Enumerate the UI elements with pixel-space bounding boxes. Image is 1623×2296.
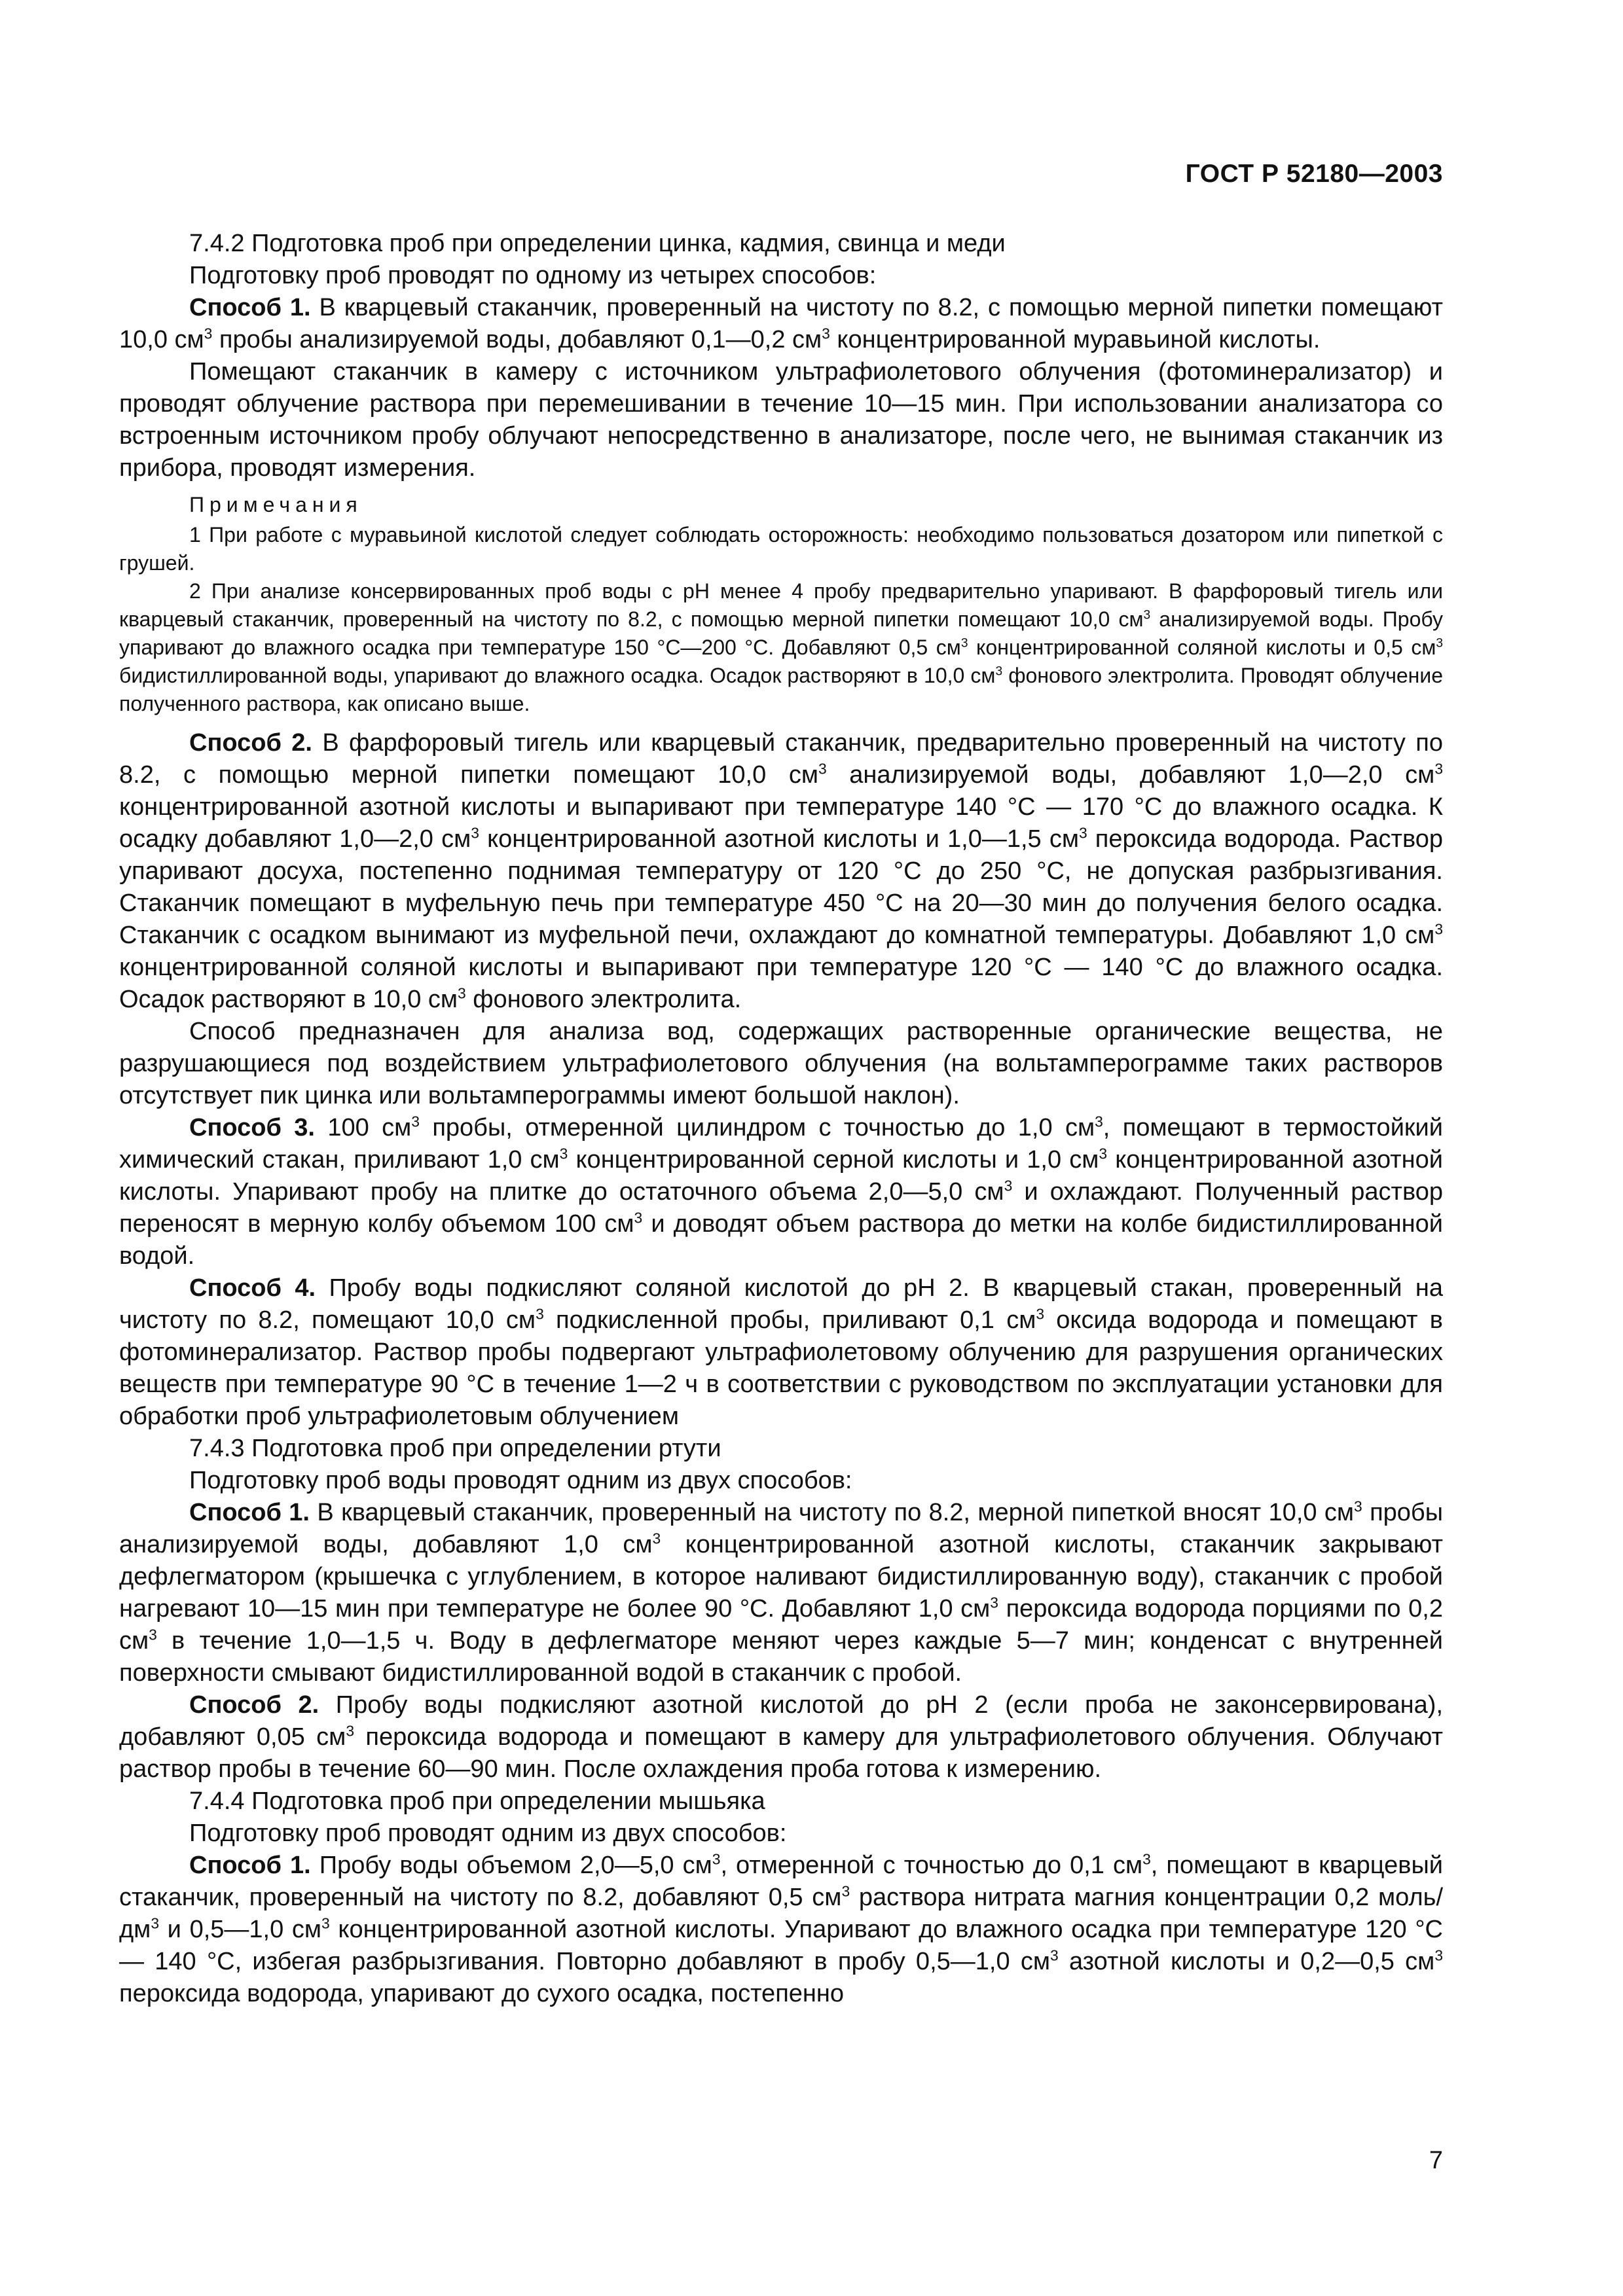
paragraph: Способ 4. Пробу воды подкисляют соляной кислотой до pH 2. В кварцевый стакан, проверенный на чистоту по 8.2, помещают 10,0 $см^3$ подкисленной пробы, приливают 0,1 $см^3$ оксида водорода и помещают в фотоминерализатор. Раствор пробы подвергают ультрафиолетовому облучению для разрушения органических веществ при температуре 90 °С в течение 1—2 ч в соответствии с руководством по эксплуатации установки для обработки проб ультрафиолетовым облучением: [119, 1274, 1443, 1430]
paragraph: Способ 3. 100 $см^3$ пробы, отмеренной цилиндром с точностью до 1,0 $см^3$, помещают в термостойкий химический стакан, приливают 1,0 $см^3$ концентрированной серной кислоты и 1,0 $см^3$ концентрированной азотной кислоты. Упаривают пробу на плитке до остаточного объема 2,0—5,0 $см^3$ и охлаждают. Полученный раствор переносят в мерную колбу объемом 100 $см^3$ и доводят объем раствора до метки на колбе бидистиллированной водой.: [119, 1113, 1444, 1270]
paragraph: Способ 1. В кварцевый стаканчик, проверенный на чистоту по 8.2, с помощью мерной пипетки помещают 10,0 $см^3$ пробы анализируемой воды, добавляют 0,1—0,2 $см^3$ концентрированной муравьиной кислоты.: [119, 294, 1444, 353]
section-heading: 7.4.3 Подготовка проб при определении ртути: [189, 1435, 721, 1462]
paragraph: Способ предназначен для анализа вод, содержащих растворенные органические вещества, не разрушающиеся под воздействием ультрафиолетового облучения (на вольтамперограмме таких растворов отсутствует пик цинка или вольтамперограммы имеют большой наклон).: [119, 1018, 1443, 1109]
paragraph: Подготовку проб воды проводят одним из двух способов:: [189, 1467, 852, 1494]
notes-title: Примечания: [189, 493, 363, 516]
notes-block: [119, 491, 1443, 718]
paragraph: Способ 1. Пробу воды объемом 2,0—5,0 $см^3$, отмеренной с точностью до 0,1 $см^3$, помещают в кварцевый стаканчик, проверенный на чистоту по 8.2, добавляют 0,5 $см^3$ раствора нитрата магния концентрации 0,2 моль/$дм^3$ и 0,5—1,0 $см^3$ концентрированной азотной кислоты. Упаривают до влажного осадка при температуре 120 °С— 140 °С, избегая разбрызгивания. Повторно добавляют в пробу 0,5—1,0 $см^3$ азотной кислоты и 0,2—0,5 $см^3$ пероксида водорода, упаривают до сухого осадка, постепенно: [119, 1850, 1444, 2007]
note-item: 2 При анализе консервированных проб воды с pH менее 4 пробу предварительно упаривают. В фарфоровый тигель или кварцевый стаканчик, проверенный на чистоту по 8.2, с помощью мерной пипетки помещают 10,0 $см^3$ анализируемой воды. Пробу упаривают до влажного осадка при температуре 150 °С—200 °С. Добавляют 0,5 $см^3$ концентрированной соляной кислоты и 0,5 $см^3$ бидистиллированной воды, упаривают до влажного осадка. Осадок растворяют в 10,0 $см^3$ фонового электролита. Проводят облучение полученного раствора, как описано выше.: [119, 579, 1444, 715]
page-number: 7: [1429, 2147, 1443, 2174]
paragraph: Способ 1. В кварцевый стаканчик, проверенный на чистоту по 8.2, мерной пипеткой вносят 10,0 $см^3$ пробы анализируемой воды, добавляют 1,0 $см^3$ концентрированной азотной кислоты, стаканчик закрывают дефлегматором (крышечка с углублением, в которое наливают бидистиллированную воду), стаканчик с пробой нагревают 10—15 мин при температуре не более 90 °С. Добавляют 1,0 $см^3$ пероксида водорода порциями по 0,2 $см^3$ в течение 1,0—1,5 ч. Воду в дефлегматоре меняют через каждые 5—7 мин; конденсат с внутренней поверхности смывают бидистиллированной водой в стаканчик с пробой.: [119, 1498, 1444, 1687]
note-item: 1 При работе с муравьиной кислотой следует соблюдать осторожность: необходимо пользоваться дозатором или пипеткой с грушей.: [119, 523, 1443, 575]
section-heading: 7.4.4 Подготовка проб при определении мышьяка: [189, 1787, 765, 1815]
paragraph: Способ 2. Пробу воды подкисляют азотной кислотой до pH 2 (если проба не законсервирована), добавляют 0,05 $см^3$ пероксида водорода и помещают в камеру для ультрафиолетового облучения. Облучают раствор пробы в течение 60—90 мин. После охлаждения проба готова к измерению.: [119, 1691, 1444, 1783]
paragraph: Способ 2. В фарфоровый тигель или кварцевый стаканчик, предварительно проверенный на чистоту по 8.2, с помощью мерной пипетки помещают 10,0 $см^3$ анализируемой воды, добавляют 1,0—2,0 $см^3$ концентрированной азотной кислоты и выпаривают при температуре 140 °С — 170 °С до влажного осадка. К осадку добавляют 1,0—2,0 $см^3$ концентрированной азотной кислоты и 1,0—1,5 $см^3$ пероксида водорода. Раствор упаривают досуха, постепенно поднимая температуру от 120 °С до 250 °С, не допуская разбрызгивания. Стаканчик помещают в муфельную печь при температуре 450 °С на 20—30 мин до получения белого осадка. Стаканчик с осадком вынимают из муфельной печи, охлаждают до комнатной температуры. Добавляют 1,0 $см^3$ концентрированной соляной кислоты и выпаривают при температуре 120 °С — 140 °С до влажного осадка. Осадок растворяют в 10,0 $см^3$ фонового электролита.: [119, 729, 1443, 1013]
paragraph: Подготовку проб проводят по одному из четырех способов:: [189, 262, 877, 289]
document-body: [119, 228, 1443, 2010]
paragraph: Помещают стаканчик в камеру с источником ультрафиолетового облучения (фотоминерализатор) и проводят облучение раствора при перемешивании в течение 10—15 мин. При использовании анализатора со встроенным источником пробу облучают непосредственно в анализаторе, после чего, не вынимая стаканчик из прибора, проводят измерения.: [119, 358, 1443, 482]
paragraph: Подготовку проб проводят одним из двух способов:: [189, 1820, 787, 1847]
document-header-id: ГОСТ Р 52180—2003: [1185, 160, 1443, 188]
section-heading: 7.4.2 Подготовка проб при определении цинка, кадмия, свинца и меди: [189, 230, 1006, 257]
